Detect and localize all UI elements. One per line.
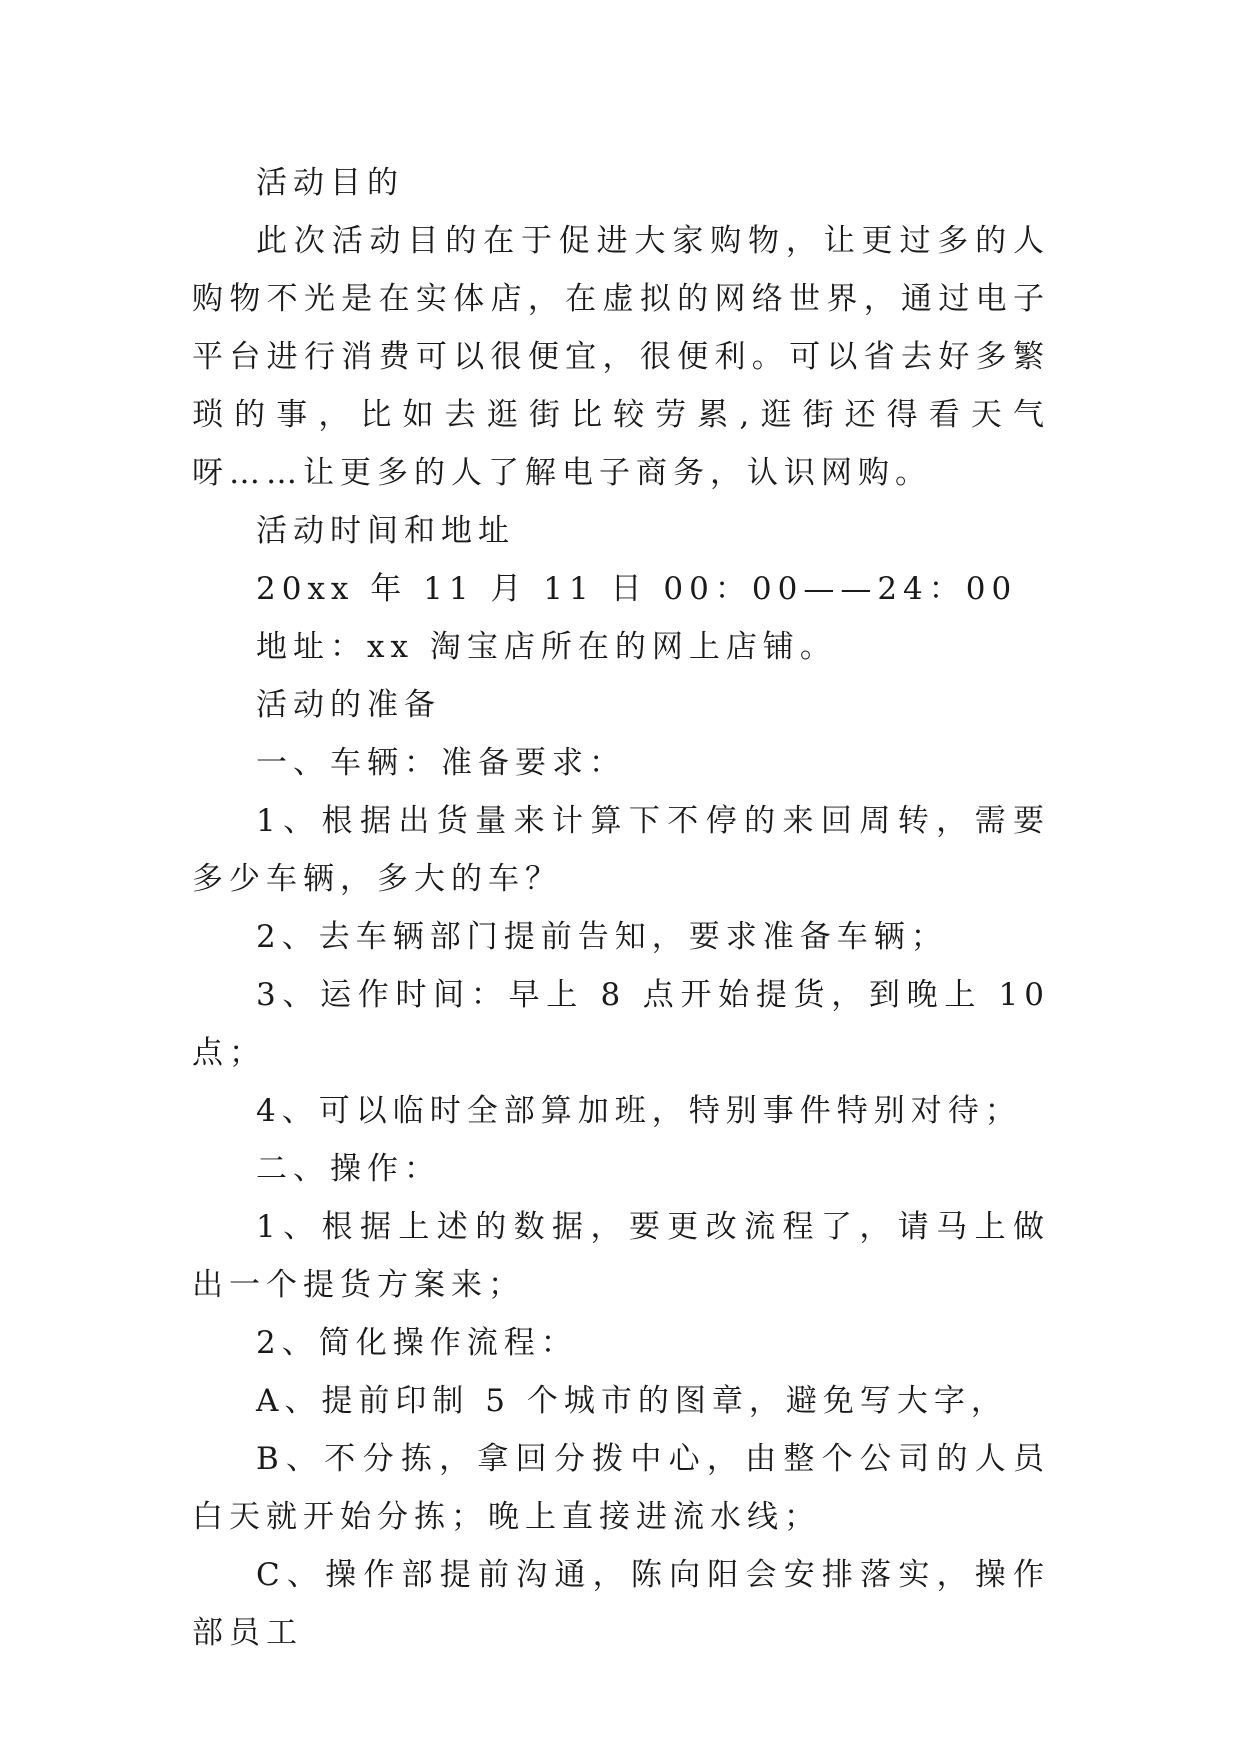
section-heading-preparation: 活动的准备 bbox=[256, 687, 441, 723]
subheading-vehicles: 一、车辆：准备要求： bbox=[256, 745, 626, 781]
list-item-operations-b: B、不分拣，拿回分拨中心，由整个公司的人员白天就开始分拣；晚上直接进流水线； bbox=[192, 1441, 1050, 1535]
paragraph-event-time: 20xx 年 11 月 11 日 00：00——24：00 bbox=[256, 571, 1018, 607]
paragraph-event-address: 地址：xx 淘宝店所在的网上店铺。 bbox=[256, 629, 837, 665]
section-heading-time-address: 活动时间和地址 bbox=[256, 513, 515, 549]
list-item-operations-c: C、操作部提前沟通，陈向阳会安排落实，操作部员工 bbox=[192, 1557, 1050, 1651]
list-item-vehicles-2: 2、去车辆部门提前告知，要求准备车辆； bbox=[256, 919, 948, 955]
subheading-operations: 二、操作： bbox=[256, 1151, 441, 1187]
list-item-vehicles-4: 4、可以临时全部算加班，特别事件特别对待； bbox=[256, 1093, 1022, 1129]
list-item-vehicles-3: 3、运作时间：早上 8 点开始提货，到晚上 10 点； bbox=[192, 977, 1050, 1071]
paragraph-purpose-body: 此次活动目的在于促进大家购物，让更过多的人购物不光是在实体店，在虚拟的网络世界，通过电子平台进行消费可以很便宜，很便利。可以省去好多繁琐的事，比如去逛街比较劳累,逛街还得看天气呀……让更多的人了解电子商务，认识网购。 bbox=[192, 223, 1050, 491]
list-item-vehicles-1: 1、根据出货量来计算下不停的来回周转，需要多少车辆，多大的车？ bbox=[192, 803, 1050, 897]
document-page bbox=[192, 154, 1050, 1662]
section-heading-purpose: 活动目的 bbox=[256, 165, 404, 201]
list-item-operations-a: A、提前印制 5 个城市的图章，避免写大字， bbox=[256, 1383, 1008, 1419]
list-item-operations-2: 2、简化操作流程： bbox=[256, 1325, 578, 1361]
list-item-operations-1: 1、根据上述的数据，要更改流程了，请马上做出一个提货方案来； bbox=[192, 1209, 1050, 1303]
